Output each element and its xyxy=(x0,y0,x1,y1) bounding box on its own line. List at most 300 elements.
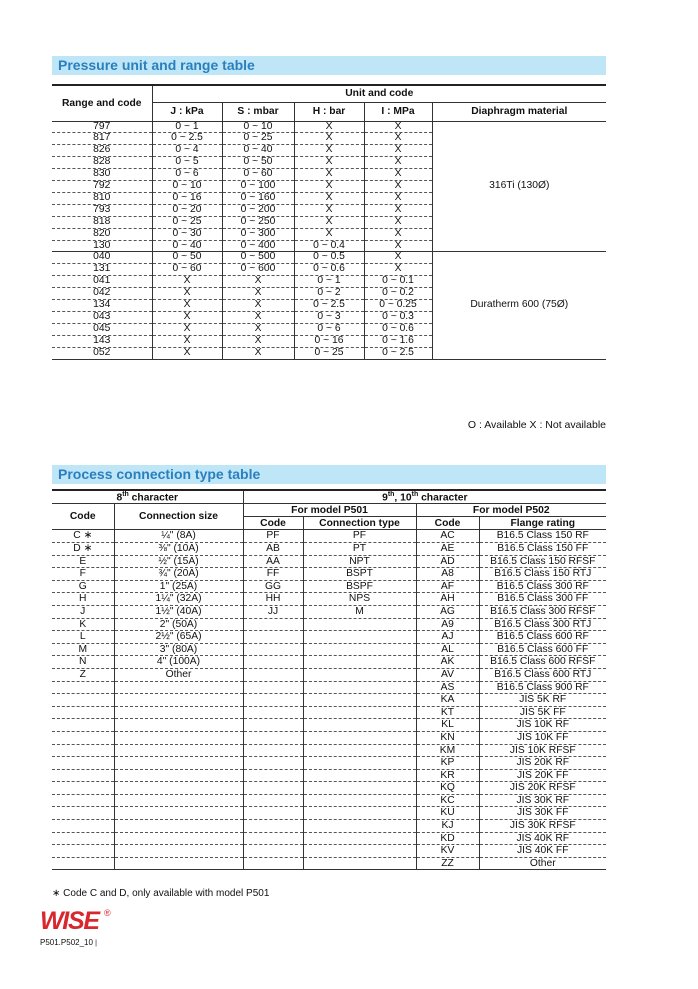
mbar-value-cell: 0 ~ 500 xyxy=(222,252,294,264)
flange-rating-cell: JIS 10K RF xyxy=(479,719,606,732)
range-code-cell: 134 xyxy=(52,300,152,312)
kpa-value-cell: X xyxy=(152,276,222,288)
pressure-row xyxy=(52,252,606,264)
diaphragm-material-cell: 316Ti (130Ø) xyxy=(432,121,606,252)
connection-type-cell xyxy=(303,782,416,795)
code-p501-cell xyxy=(243,719,303,732)
connection-type-cell xyxy=(303,845,416,858)
process-row xyxy=(52,618,606,631)
connection-size-cell: 4" (100A) xyxy=(114,656,243,669)
kpa-value-cell: 0 ~ 5 xyxy=(152,157,222,169)
process-row xyxy=(52,543,606,556)
process-row xyxy=(52,656,606,669)
flange-rating-cell: JIS 20K RFSF xyxy=(479,782,606,795)
code-p501-cell xyxy=(243,668,303,681)
connection-type-cell xyxy=(303,757,416,770)
flange-rating-cell: JIS 10K RFSF xyxy=(479,744,606,757)
code-p501-cell xyxy=(243,757,303,770)
flange-rating-cell: B16.5 Class 150 RFSF xyxy=(479,555,606,568)
bar-value-cell: X xyxy=(294,169,364,181)
range-code-cell: 043 xyxy=(52,312,152,324)
process-row xyxy=(52,769,606,782)
code-8th-cell xyxy=(52,757,114,770)
connection-size-cell: 1" (25A) xyxy=(114,580,243,593)
code-8th-cell: K xyxy=(52,618,114,631)
flange-rating-cell: B16.5 Class 150 FF xyxy=(479,543,606,556)
code-p501-cell xyxy=(243,820,303,833)
code-8th-cell: H xyxy=(52,593,114,606)
code-p501-cell xyxy=(243,694,303,707)
page-code: P501.P502_10 | xyxy=(40,938,97,947)
bar-value-cell: X xyxy=(294,204,364,216)
mbar-value-cell: 0 ~ 10 xyxy=(222,121,294,133)
code-8th-cell: Z xyxy=(52,668,114,681)
connection-size-cell: 3" (80A) xyxy=(114,643,243,656)
mpa-value-cell: 0 ~ 0.3 xyxy=(364,312,432,324)
code-8th-cell xyxy=(52,845,114,858)
header-unit-code: Unit and code xyxy=(152,86,606,102)
mbar-value-cell: X xyxy=(222,276,294,288)
flange-rating-cell: B16.5 Class 150 RF xyxy=(479,530,606,543)
header-range-code: Range and code xyxy=(52,86,152,121)
code-8th-cell: L xyxy=(52,631,114,644)
code-p502-cell: AG xyxy=(416,605,479,618)
connection-type-cell xyxy=(303,631,416,644)
bar-value-cell: 0 ~ 25 xyxy=(294,347,364,359)
code-p502-cell: KP xyxy=(416,757,479,770)
connection-size-cell: Other xyxy=(114,668,243,681)
code-p502-cell: KC xyxy=(416,794,479,807)
code-p502-cell: AK xyxy=(416,656,479,669)
kpa-value-cell: 0 ~ 10 xyxy=(152,181,222,193)
header-code-8th: Code xyxy=(52,504,114,530)
registered-mark: ® xyxy=(104,908,111,918)
code-p501-cell xyxy=(243,618,303,631)
connection-type-cell xyxy=(303,656,416,669)
header-mbar: S : mbar xyxy=(222,102,294,121)
process-row xyxy=(52,731,606,744)
mpa-value-cell: 0 ~ 1.6 xyxy=(364,335,432,347)
code-8th-cell xyxy=(52,832,114,845)
connection-size-cell xyxy=(114,706,243,719)
connection-type-cell xyxy=(303,744,416,757)
header-bar: H : bar xyxy=(294,102,364,121)
header-kpa: J : kPa xyxy=(152,102,222,121)
range-code-cell: 052 xyxy=(52,347,152,359)
range-code-cell: 820 xyxy=(52,228,152,240)
connection-type-cell xyxy=(303,681,416,694)
range-code-cell: 040 xyxy=(52,252,152,264)
kpa-value-cell: 0 ~ 16 xyxy=(152,192,222,204)
mpa-value-cell: X xyxy=(364,169,432,181)
connection-type-cell: NPT xyxy=(303,555,416,568)
mpa-value-cell: X xyxy=(364,216,432,228)
code-p502-cell: KD xyxy=(416,832,479,845)
mbar-value-cell: X xyxy=(222,335,294,347)
kpa-value-cell: 0 ~ 20 xyxy=(152,204,222,216)
connection-size-cell xyxy=(114,757,243,770)
header-flange-rating: Flange rating xyxy=(479,517,606,530)
range-code-cell: 830 xyxy=(52,169,152,181)
mbar-value-cell: 0 ~ 200 xyxy=(222,204,294,216)
mbar-value-cell: X xyxy=(222,288,294,300)
code-p501-cell xyxy=(243,807,303,820)
range-code-cell: 793 xyxy=(52,204,152,216)
code-p502-cell: KQ xyxy=(416,782,479,795)
connection-type-cell xyxy=(303,731,416,744)
process-row xyxy=(52,719,606,732)
code-p501-cell xyxy=(243,857,303,870)
kpa-value-cell: 0 ~ 30 xyxy=(152,228,222,240)
process-row xyxy=(52,807,606,820)
connection-size-cell xyxy=(114,681,243,694)
process-row xyxy=(52,593,606,606)
connection-size-cell xyxy=(114,845,243,858)
code-8th-cell xyxy=(52,731,114,744)
connection-size-cell xyxy=(114,744,243,757)
bar-value-cell: 0 ~ 6 xyxy=(294,323,364,335)
bar-value-cell: X xyxy=(294,192,364,204)
code-p501-cell: FF xyxy=(243,568,303,581)
range-code-cell: 131 xyxy=(52,264,152,276)
connection-size-cell: ¾" (20A) xyxy=(114,568,243,581)
code-p502-cell: KR xyxy=(416,769,479,782)
mbar-value-cell: 0 ~ 250 xyxy=(222,216,294,228)
range-code-cell: 797 xyxy=(52,121,152,133)
process-row xyxy=(52,782,606,795)
code-p501-cell xyxy=(243,782,303,795)
connection-size-cell xyxy=(114,719,243,732)
process-section-title: Process connection type table xyxy=(58,466,261,482)
flange-rating-cell: B16.5 Class 600 RFSF xyxy=(479,656,606,669)
code-p501-cell: PF xyxy=(243,530,303,543)
connection-size-cell xyxy=(114,694,243,707)
connection-type-cell xyxy=(303,618,416,631)
header-model-p502: For model P502 xyxy=(416,504,606,517)
connection-size-cell xyxy=(114,832,243,845)
logo-text: WISE xyxy=(40,907,100,933)
kpa-value-cell: 0 ~ 40 xyxy=(152,240,222,252)
code-p502-cell: AJ xyxy=(416,631,479,644)
bar-value-cell: X xyxy=(294,228,364,240)
availability-legend: O : Available X : Not available xyxy=(467,419,606,431)
process-row xyxy=(52,694,606,707)
range-code-cell: 045 xyxy=(52,323,152,335)
code-8th-cell: E xyxy=(52,555,114,568)
code-p502-cell: KA xyxy=(416,694,479,707)
process-row xyxy=(52,832,606,845)
process-row xyxy=(52,605,606,618)
kpa-value-cell: 0 ~ 60 xyxy=(152,264,222,276)
connection-type-cell: NPS xyxy=(303,593,416,606)
connection-type-cell: PT xyxy=(303,543,416,556)
flange-rating-cell: JIS 30K RFSF xyxy=(479,820,606,833)
code-p501-cell: AA xyxy=(243,555,303,568)
process-row xyxy=(52,845,606,858)
range-code-cell: 826 xyxy=(52,145,152,157)
code-8th-cell xyxy=(52,820,114,833)
flange-rating-cell: B16.5 Class 600 RF xyxy=(479,631,606,644)
bar-value-cell: X xyxy=(294,133,364,145)
code-8th-cell: G xyxy=(52,580,114,593)
bar-value-cell: 0 ~ 2.5 xyxy=(294,300,364,312)
bar-value-cell: 0 ~ 0.6 xyxy=(294,264,364,276)
mbar-value-cell: 0 ~ 160 xyxy=(222,192,294,204)
range-code-cell: 818 xyxy=(52,216,152,228)
code-8th-cell xyxy=(52,681,114,694)
code-p501-cell: GG xyxy=(243,580,303,593)
flange-rating-cell: B16.5 Class 900 RF xyxy=(479,681,606,694)
code-8th-cell xyxy=(52,782,114,795)
mbar-value-cell: 0 ~ 600 xyxy=(222,264,294,276)
code-p501-cell xyxy=(243,794,303,807)
process-row xyxy=(52,794,606,807)
connection-type-cell xyxy=(303,807,416,820)
flange-rating-cell: JIS 30K FF xyxy=(479,807,606,820)
mbar-value-cell: X xyxy=(222,300,294,312)
code-p501-cell: JJ xyxy=(243,605,303,618)
mpa-value-cell: 0 ~ 2.5 xyxy=(364,347,432,359)
connection-type-cell xyxy=(303,857,416,870)
pressure-range-table xyxy=(52,86,606,360)
header-code-p501: Code xyxy=(243,517,303,530)
process-row xyxy=(52,643,606,656)
process-connection-table xyxy=(52,491,606,870)
bar-value-cell: X xyxy=(294,121,364,133)
code-p502-cell: AF xyxy=(416,580,479,593)
connection-size-cell xyxy=(114,857,243,870)
code-p502-cell: AC xyxy=(416,530,479,543)
code-p502-cell: KJ xyxy=(416,820,479,833)
range-code-cell: 130 xyxy=(52,240,152,252)
connection-type-cell xyxy=(303,820,416,833)
bar-value-cell: 0 ~ 16 xyxy=(294,335,364,347)
flange-rating-cell: B16.5 Class 300 RFSF xyxy=(479,605,606,618)
flange-rating-cell: B16.5 Class 300 RF xyxy=(479,580,606,593)
process-row xyxy=(52,555,606,568)
mbar-value-cell: 0 ~ 100 xyxy=(222,181,294,193)
mpa-value-cell: X xyxy=(364,252,432,264)
code-8th-cell: N xyxy=(52,656,114,669)
bar-value-cell: 0 ~ 0.5 xyxy=(294,252,364,264)
process-row xyxy=(52,757,606,770)
mpa-value-cell: X xyxy=(364,145,432,157)
kpa-value-cell: X xyxy=(152,323,222,335)
code-p502-cell: AV xyxy=(416,668,479,681)
kpa-value-cell: 0 ~ 50 xyxy=(152,252,222,264)
connection-type-cell xyxy=(303,668,416,681)
mpa-value-cell: X xyxy=(364,121,432,133)
pressure-row xyxy=(52,121,606,133)
process-row xyxy=(52,681,606,694)
mbar-value-cell: X xyxy=(222,312,294,324)
process-row xyxy=(52,580,606,593)
mbar-value-cell: 0 ~ 60 xyxy=(222,169,294,181)
code-p502-cell: KN xyxy=(416,731,479,744)
code-p501-cell xyxy=(243,631,303,644)
code-p502-cell: AD xyxy=(416,555,479,568)
connection-type-cell: BSPF xyxy=(303,580,416,593)
process-row xyxy=(52,744,606,757)
flange-rating-cell: B16.5 Class 300 FF xyxy=(479,593,606,606)
header-mpa: I : MPa xyxy=(364,102,432,121)
mbar-value-cell: 0 ~ 300 xyxy=(222,228,294,240)
code-8th-cell: F xyxy=(52,568,114,581)
flange-rating-cell: B16.5 Class 600 FF xyxy=(479,643,606,656)
code-p502-cell: KU xyxy=(416,807,479,820)
kpa-value-cell: X xyxy=(152,347,222,359)
bar-value-cell: 0 ~ 1 xyxy=(294,276,364,288)
mpa-value-cell: 0 ~ 0.25 xyxy=(364,300,432,312)
flange-rating-cell: JIS 40K RF xyxy=(479,832,606,845)
code-p502-cell: KL xyxy=(416,719,479,732)
code-p502-cell: AS xyxy=(416,681,479,694)
range-code-cell: 792 xyxy=(52,181,152,193)
code-8th-cell: D ∗ xyxy=(52,543,114,556)
code-p502-cell: KV xyxy=(416,845,479,858)
flange-rating-cell: JIS 20K FF xyxy=(479,769,606,782)
code-8th-cell xyxy=(52,857,114,870)
bar-value-cell: X xyxy=(294,157,364,169)
kpa-value-cell: X xyxy=(152,312,222,324)
code-p502-cell: AE xyxy=(416,543,479,556)
mbar-value-cell: X xyxy=(222,347,294,359)
mpa-value-cell: X xyxy=(364,157,432,169)
diaphragm-material-cell: Duratherm 600 (75Ø) xyxy=(432,252,606,359)
process-row xyxy=(52,706,606,719)
mpa-value-cell: X xyxy=(364,133,432,145)
code-p501-cell: AB xyxy=(243,543,303,556)
connection-type-cell: BSPT xyxy=(303,568,416,581)
connection-size-cell xyxy=(114,820,243,833)
header-connection-type: Connection type xyxy=(303,517,416,530)
connection-size-cell: 1½" (40A) xyxy=(114,605,243,618)
header-9th-10th-character: 9th, 10th character xyxy=(243,491,606,504)
connection-type-cell: PF xyxy=(303,530,416,543)
code-p501-cell xyxy=(243,769,303,782)
wise-logo xyxy=(40,907,120,933)
mpa-value-cell: 0 ~ 0.6 xyxy=(364,323,432,335)
code-p501-cell xyxy=(243,643,303,656)
bar-value-cell: 0 ~ 0.4 xyxy=(294,240,364,252)
connection-size-cell: ¼" (8A) xyxy=(114,530,243,543)
connection-size-cell: ⅜" (10A) xyxy=(114,543,243,556)
process-row xyxy=(52,668,606,681)
range-code-cell: 143 xyxy=(52,335,152,347)
flange-rating-cell: Other xyxy=(479,857,606,870)
mbar-value-cell: 0 ~ 25 xyxy=(222,133,294,145)
code-8th-cell xyxy=(52,769,114,782)
connection-size-cell: 2½" (65A) xyxy=(114,631,243,644)
range-code-cell: 041 xyxy=(52,276,152,288)
kpa-value-cell: 0 ~ 4 xyxy=(152,145,222,157)
code-p501-cell xyxy=(243,681,303,694)
code-8th-cell: M xyxy=(52,643,114,656)
bar-value-cell: 0 ~ 3 xyxy=(294,312,364,324)
connection-size-cell xyxy=(114,807,243,820)
connection-type-cell xyxy=(303,719,416,732)
code-p501-cell: HH xyxy=(243,593,303,606)
code-8th-cell xyxy=(52,706,114,719)
code-p501-cell xyxy=(243,731,303,744)
header-code-p502: Code xyxy=(416,517,479,530)
flange-rating-cell: B16.5 Class 300 RTJ xyxy=(479,618,606,631)
code-p502-cell: AH xyxy=(416,593,479,606)
kpa-value-cell: 0 ~ 25 xyxy=(152,216,222,228)
kpa-value-cell: 0 ~ 6 xyxy=(152,169,222,181)
connection-size-cell: 1¼" (32A) xyxy=(114,593,243,606)
flange-rating-cell: JIS 30K RF xyxy=(479,794,606,807)
connection-type-cell xyxy=(303,694,416,707)
kpa-value-cell: X xyxy=(152,288,222,300)
flange-rating-cell: JIS 10K FF xyxy=(479,731,606,744)
code-p501-cell xyxy=(243,832,303,845)
mpa-value-cell: X xyxy=(364,264,432,276)
range-code-cell: 810 xyxy=(52,192,152,204)
process-row xyxy=(52,820,606,833)
connection-type-cell: M xyxy=(303,605,416,618)
code-p501-cell xyxy=(243,706,303,719)
connection-size-cell xyxy=(114,769,243,782)
mbar-value-cell: 0 ~ 40 xyxy=(222,145,294,157)
code-8th-cell: C ∗ xyxy=(52,530,114,543)
code-p502-cell: KT xyxy=(416,706,479,719)
code-p501-cell xyxy=(243,656,303,669)
connection-type-cell xyxy=(303,832,416,845)
range-code-cell: 828 xyxy=(52,157,152,169)
mpa-value-cell: 0 ~ 0.1 xyxy=(364,276,432,288)
code-p501-cell xyxy=(243,845,303,858)
bar-value-cell: 0 ~ 2 xyxy=(294,288,364,300)
connection-type-cell xyxy=(303,769,416,782)
header-diaphragm: Diaphragm material xyxy=(432,102,606,121)
mpa-value-cell: 0 ~ 0.2 xyxy=(364,288,432,300)
kpa-value-cell: X xyxy=(152,300,222,312)
range-code-cell: 817 xyxy=(52,133,152,145)
range-code-cell: 042 xyxy=(52,288,152,300)
kpa-value-cell: 0 ~ 2.5 xyxy=(152,133,222,145)
code-p502-cell: ZZ xyxy=(416,857,479,870)
flange-rating-cell: B16.5 Class 150 RTJ xyxy=(479,568,606,581)
mbar-value-cell: 0 ~ 400 xyxy=(222,240,294,252)
flange-rating-cell: JIS 40K FF xyxy=(479,845,606,858)
flange-rating-cell: JIS 5K FF xyxy=(479,706,606,719)
code-p502-cell: AL xyxy=(416,643,479,656)
code-p502-cell: A9 xyxy=(416,618,479,631)
footnote: ∗ Code C and D, only available with model P501 xyxy=(52,888,270,899)
header-8th-character: 8th character xyxy=(52,491,243,504)
mbar-value-cell: 0 ~ 50 xyxy=(222,157,294,169)
code-p501-cell xyxy=(243,744,303,757)
mpa-value-cell: X xyxy=(364,228,432,240)
code-p502-cell: KM xyxy=(416,744,479,757)
kpa-value-cell: 0 ~ 1 xyxy=(152,121,222,133)
code-p502-cell: A8 xyxy=(416,568,479,581)
pressure-section-title: Pressure unit and range table xyxy=(58,57,255,73)
connection-type-cell xyxy=(303,706,416,719)
header-connection-size: Connection size xyxy=(114,504,243,530)
bar-value-cell: X xyxy=(294,145,364,157)
connection-size-cell xyxy=(114,794,243,807)
mpa-value-cell: X xyxy=(364,204,432,216)
flange-rating-cell: JIS 20K RF xyxy=(479,757,606,770)
connection-type-cell xyxy=(303,643,416,656)
mpa-value-cell: X xyxy=(364,181,432,193)
mbar-value-cell: X xyxy=(222,323,294,335)
code-8th-cell xyxy=(52,744,114,757)
header-model-p501: For model P501 xyxy=(243,504,416,517)
connection-size-cell xyxy=(114,731,243,744)
